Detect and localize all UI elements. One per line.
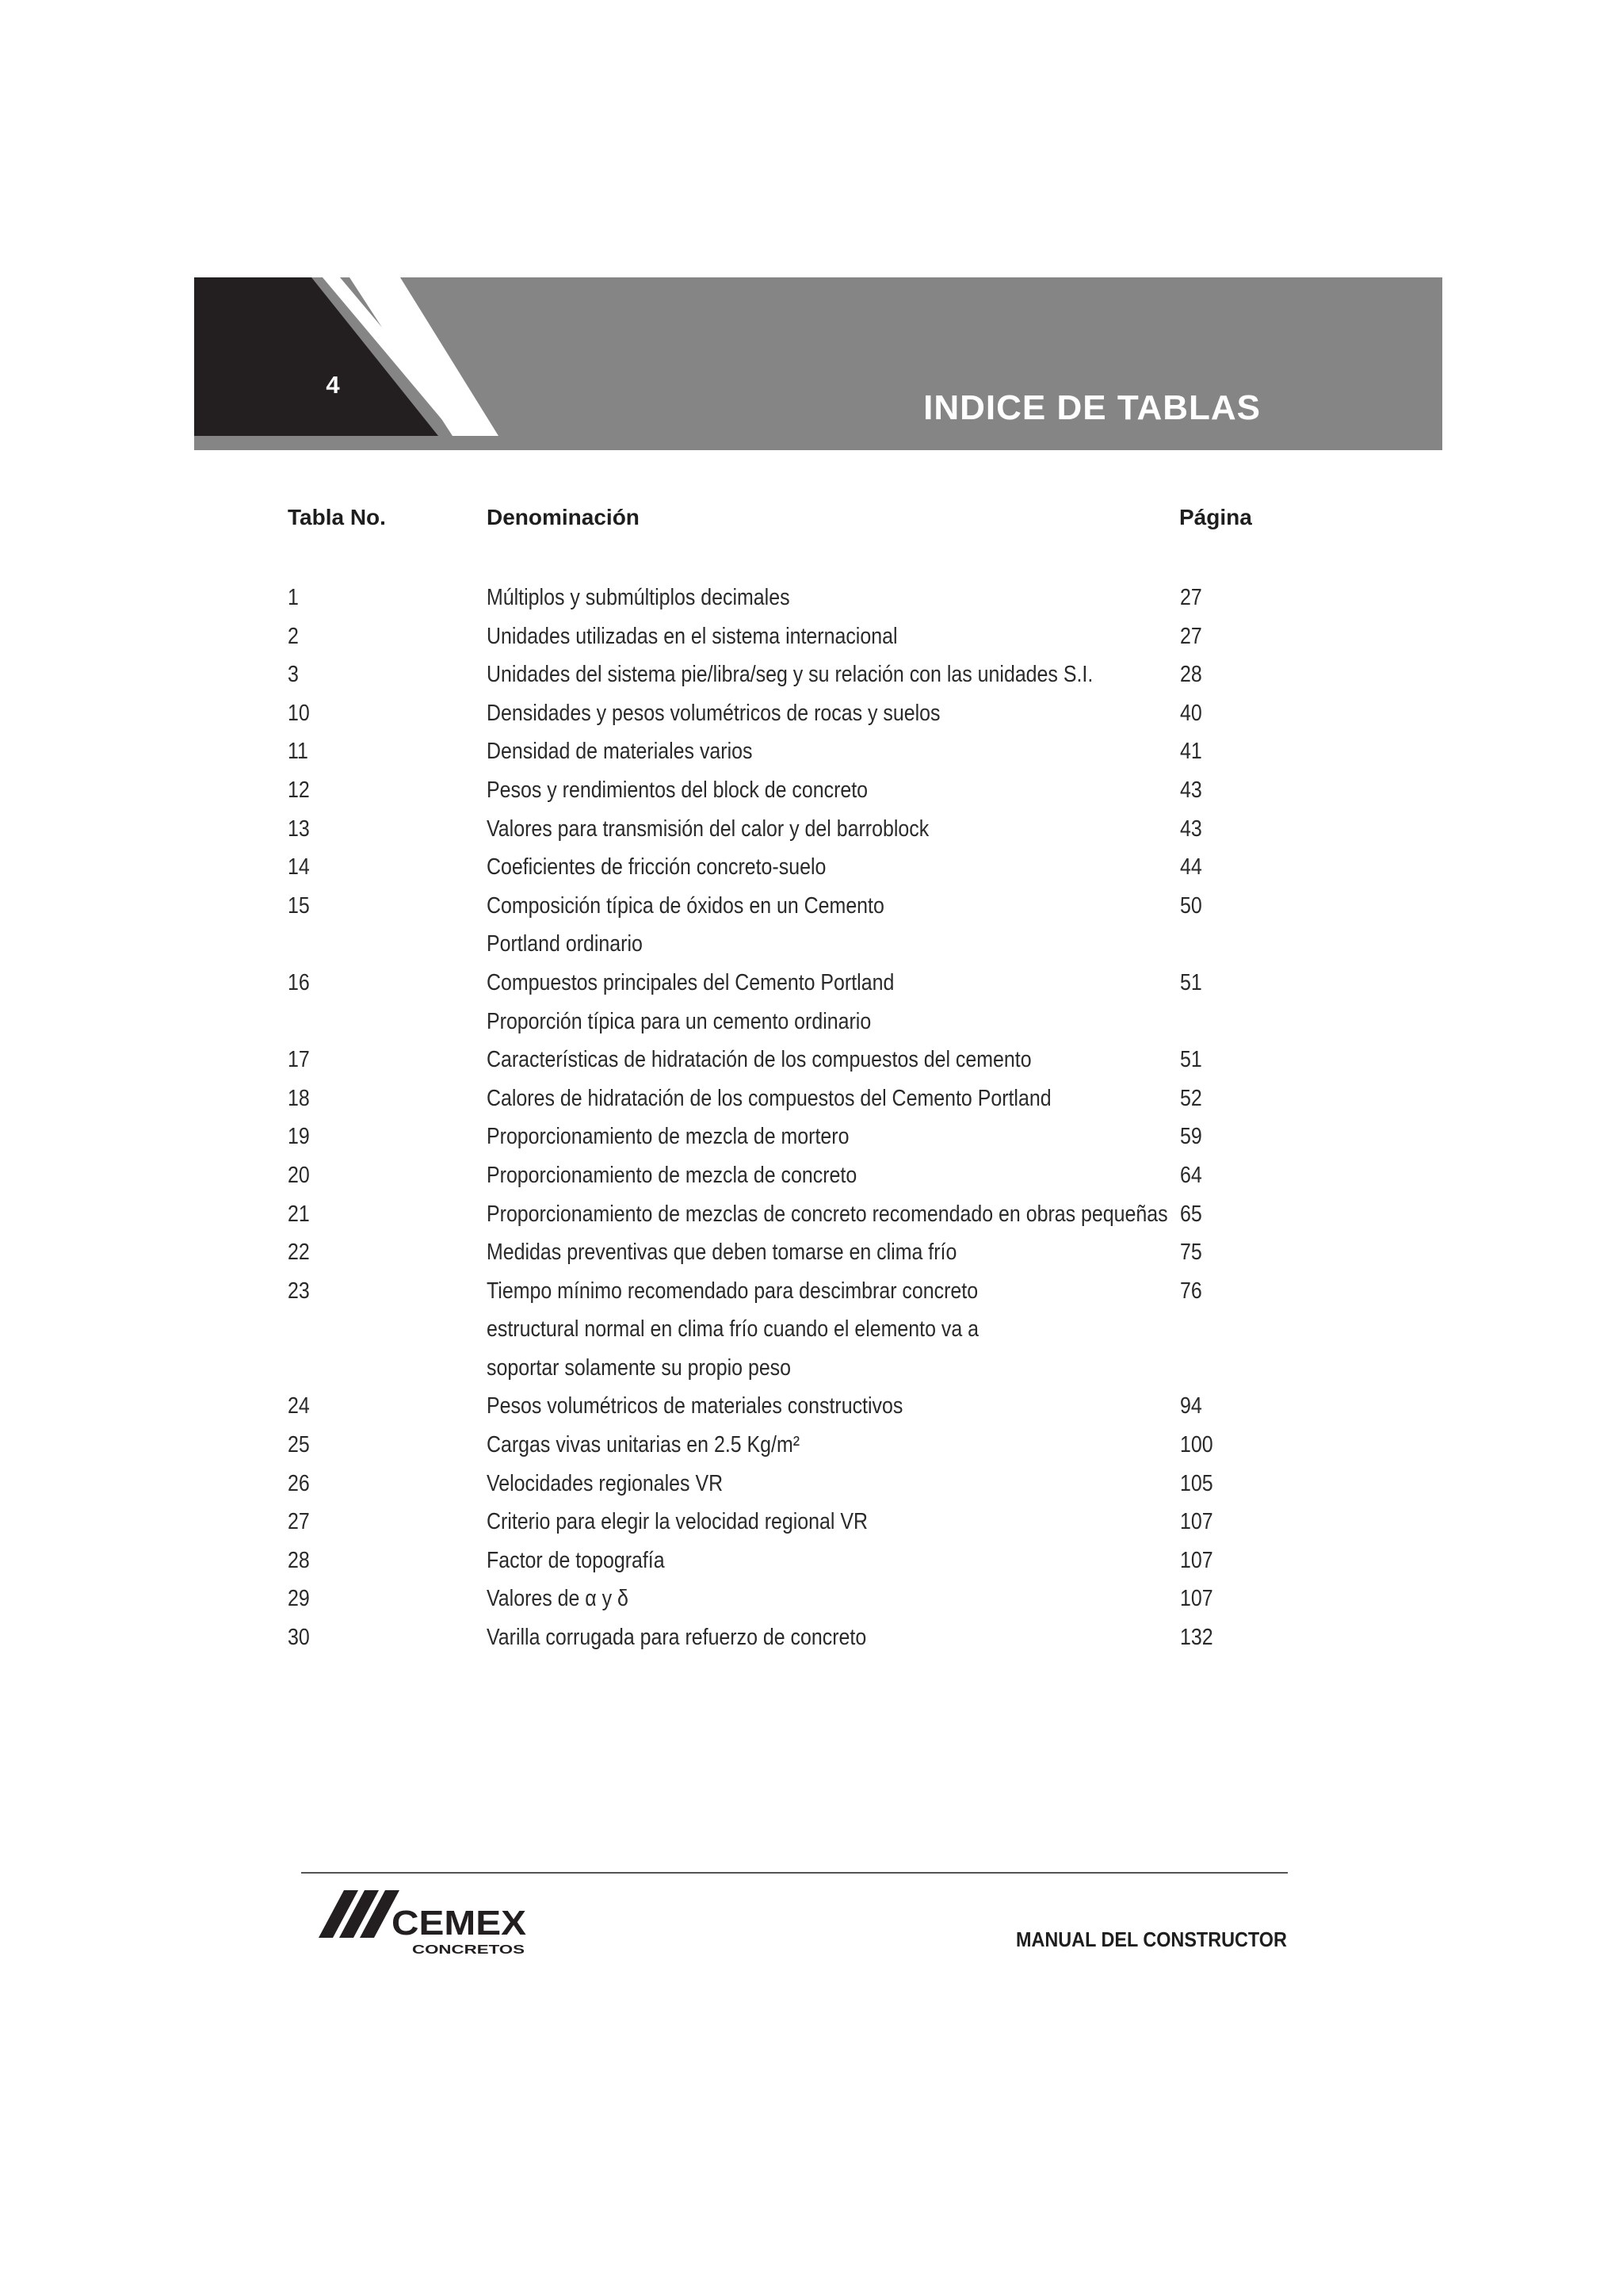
table-row-line xyxy=(288,1541,1318,1580)
table-number: 24 xyxy=(288,1393,310,1419)
table-name: Valores de α y δ xyxy=(487,1586,628,1612)
table-row xyxy=(288,1272,1318,1388)
table-page: 27 xyxy=(1180,623,1202,649)
table-row-line xyxy=(288,1195,1318,1234)
table-name: Compuestos principales del Cemento Portland xyxy=(487,969,895,995)
table-row-line xyxy=(288,848,1318,887)
table-name: Unidades utilizadas en el sistema internacional xyxy=(487,623,898,649)
table-name: Densidades y pesos volumétricos de rocas y suelos xyxy=(487,700,941,726)
table-name: Valores para transmisión del calor y del barroblock xyxy=(487,816,930,842)
table-page: 76 xyxy=(1180,1278,1202,1304)
column-header-number: Tabla No. xyxy=(288,505,386,529)
table-page: 50 xyxy=(1180,892,1202,919)
table-page: 132 xyxy=(1180,1625,1213,1651)
column-header-page: Página xyxy=(1179,505,1252,529)
table-name: Tiempo mínimo recomendado para descimbrar concreto xyxy=(487,1278,979,1304)
table-row xyxy=(288,1465,1318,1503)
cemex-logo xyxy=(319,1882,540,1962)
table-name: Proporcionamiento de mezcla de mortero xyxy=(487,1124,850,1150)
table-row-line xyxy=(288,694,1318,733)
table-page: 41 xyxy=(1180,739,1202,765)
table-number: 26 xyxy=(288,1470,310,1496)
table-name: Factor de topografía xyxy=(487,1547,665,1573)
table-name: estructural normal en clima frío cuando el elemento va a xyxy=(487,1316,980,1343)
table-name: Pesos volumétricos de materiales constructivos xyxy=(487,1393,903,1419)
table-row-line xyxy=(288,1349,1318,1388)
table-row xyxy=(288,732,1318,771)
table-row-line xyxy=(288,1618,1318,1657)
table-number: 3 xyxy=(288,662,299,688)
table-name: soportar solamente su propio peso xyxy=(487,1354,792,1381)
table-row xyxy=(288,964,1318,1041)
table-page: 51 xyxy=(1180,1047,1202,1073)
table-page: 59 xyxy=(1180,1124,1202,1150)
table-row-line xyxy=(288,1079,1318,1118)
table-page: 44 xyxy=(1180,854,1202,881)
table-number: 22 xyxy=(288,1240,310,1266)
table-name: Unidades del sistema pie/libra/seg y su relación con las unidades S.I. xyxy=(487,662,1094,688)
table-page: 65 xyxy=(1180,1201,1202,1227)
table-number: 12 xyxy=(288,777,310,803)
table-number: 28 xyxy=(288,1547,310,1573)
table-page: 51 xyxy=(1180,969,1202,995)
logo-wordmark: CEMEX xyxy=(391,1904,526,1943)
table-name: Densidad de materiales varios xyxy=(487,739,753,765)
table-row-line xyxy=(288,964,1318,1003)
table-name: Características de hidratación de los compuestos del cemento xyxy=(487,1047,1032,1073)
table-row xyxy=(288,1426,1318,1465)
footer-divider xyxy=(301,1872,1288,1874)
table-row-line xyxy=(288,1156,1318,1195)
table-row xyxy=(288,771,1318,810)
table-number: 20 xyxy=(288,1162,310,1188)
table-row-line xyxy=(288,1580,1318,1618)
logo-subtext: CONCRETOS xyxy=(412,1943,525,1957)
table-page: 28 xyxy=(1180,662,1202,688)
table-name: Proporcionamiento de mezclas de concreto recomendado en obras pequeñas xyxy=(487,1201,1168,1227)
table-row-line xyxy=(288,771,1318,810)
table-number: 29 xyxy=(288,1586,310,1612)
table-row xyxy=(288,1503,1318,1541)
table-row-line xyxy=(288,887,1318,926)
table-row-line xyxy=(288,579,1318,617)
table-row xyxy=(288,694,1318,733)
table-row-line xyxy=(288,1041,1318,1079)
table-row xyxy=(288,1117,1318,1156)
table-name: Calores de hidratación de los compuestos del Cemento Portland xyxy=(487,1085,1052,1111)
table-page: 94 xyxy=(1180,1393,1202,1419)
column-header-name: Denominación xyxy=(487,505,640,529)
page-number: 4 xyxy=(326,371,340,399)
table-row xyxy=(288,617,1318,656)
header-corner-graphic xyxy=(194,277,527,450)
table-number: 13 xyxy=(288,816,310,842)
table-row-line xyxy=(288,1426,1318,1465)
table-row xyxy=(288,810,1318,849)
table-page: 43 xyxy=(1180,777,1202,803)
table-row-line xyxy=(288,1117,1318,1156)
table-number: 2 xyxy=(288,623,299,649)
table-row xyxy=(288,1580,1318,1618)
table-row-line xyxy=(288,732,1318,771)
table-row xyxy=(288,1156,1318,1195)
table-page: 64 xyxy=(1180,1162,1202,1188)
table-name: Portland ordinario xyxy=(487,931,643,957)
table-number: 25 xyxy=(288,1432,310,1458)
table-number: 18 xyxy=(288,1085,310,1111)
table-row xyxy=(288,655,1318,694)
table-name: Pesos y rendimientos del block de concreto xyxy=(487,777,869,803)
table-name: Composición típica de óxidos en un Cemento xyxy=(487,892,884,919)
page-title: INDICE DE TABLAS xyxy=(923,388,1261,427)
table-page: 52 xyxy=(1180,1085,1202,1111)
table-page: 27 xyxy=(1180,585,1202,610)
table-page: 107 xyxy=(1180,1547,1213,1573)
table-page: 100 xyxy=(1180,1432,1213,1458)
table-number: 27 xyxy=(288,1509,310,1535)
table-number: 11 xyxy=(288,739,308,765)
table-row-line xyxy=(288,655,1318,694)
table-page: 75 xyxy=(1180,1240,1202,1266)
table-name: Proporción típica para un cemento ordinario xyxy=(487,1008,872,1034)
table-row-line xyxy=(288,925,1318,964)
table-number: 19 xyxy=(288,1124,310,1150)
table-row xyxy=(288,1079,1318,1118)
table-row-line xyxy=(288,1387,1318,1426)
table-number: 15 xyxy=(288,892,310,919)
table-row xyxy=(288,1618,1318,1657)
table-row-line xyxy=(288,1503,1318,1541)
table-row xyxy=(288,1233,1318,1272)
table-name: Medidas preventivas que deben tomarse en clima frío xyxy=(487,1240,957,1266)
table-number: 14 xyxy=(288,854,310,881)
table-name: Múltiplos y submúltiplos decimales xyxy=(487,585,790,610)
table-row xyxy=(288,1195,1318,1234)
table-row-line xyxy=(288,1310,1318,1349)
table-row-line xyxy=(288,1272,1318,1311)
table-name: Varilla corrugada para refuerzo de concreto xyxy=(487,1625,867,1651)
table-page: 107 xyxy=(1180,1586,1213,1612)
table-number: 23 xyxy=(288,1278,310,1304)
table-number: 10 xyxy=(288,700,310,726)
table-row xyxy=(288,1387,1318,1426)
footer-title: MANUAL DEL CONSTRUCTOR xyxy=(1016,1927,1287,1951)
table-name: Velocidades regionales VR xyxy=(487,1470,724,1496)
table-name: Cargas vivas unitarias en 2.5 Kg/m² xyxy=(487,1432,800,1458)
table-row-line xyxy=(288,617,1318,656)
table-page: 107 xyxy=(1180,1509,1213,1535)
table-page: 40 xyxy=(1180,700,1202,726)
table-number: 17 xyxy=(288,1047,310,1073)
tables-index-list xyxy=(288,579,1318,1657)
table-page: 105 xyxy=(1180,1470,1213,1496)
table-row xyxy=(288,1041,1318,1079)
table-name: Criterio para elegir la velocidad regional VR xyxy=(487,1509,869,1535)
table-row xyxy=(288,579,1318,617)
table-row xyxy=(288,887,1318,964)
table-row-line xyxy=(288,1465,1318,1503)
table-row-line xyxy=(288,810,1318,849)
table-row xyxy=(288,1541,1318,1580)
table-name: Coeficientes de fricción concreto-suelo xyxy=(487,854,827,881)
table-row-line xyxy=(288,1233,1318,1272)
table-number: 21 xyxy=(288,1201,310,1227)
table-page: 43 xyxy=(1180,816,1202,842)
table-row xyxy=(288,848,1318,887)
table-number: 16 xyxy=(288,969,310,995)
table-name: Proporcionamiento de mezcla de concreto xyxy=(487,1162,857,1188)
table-number: 1 xyxy=(288,585,299,610)
table-number: 30 xyxy=(288,1625,310,1651)
table-row-line xyxy=(288,1003,1318,1041)
